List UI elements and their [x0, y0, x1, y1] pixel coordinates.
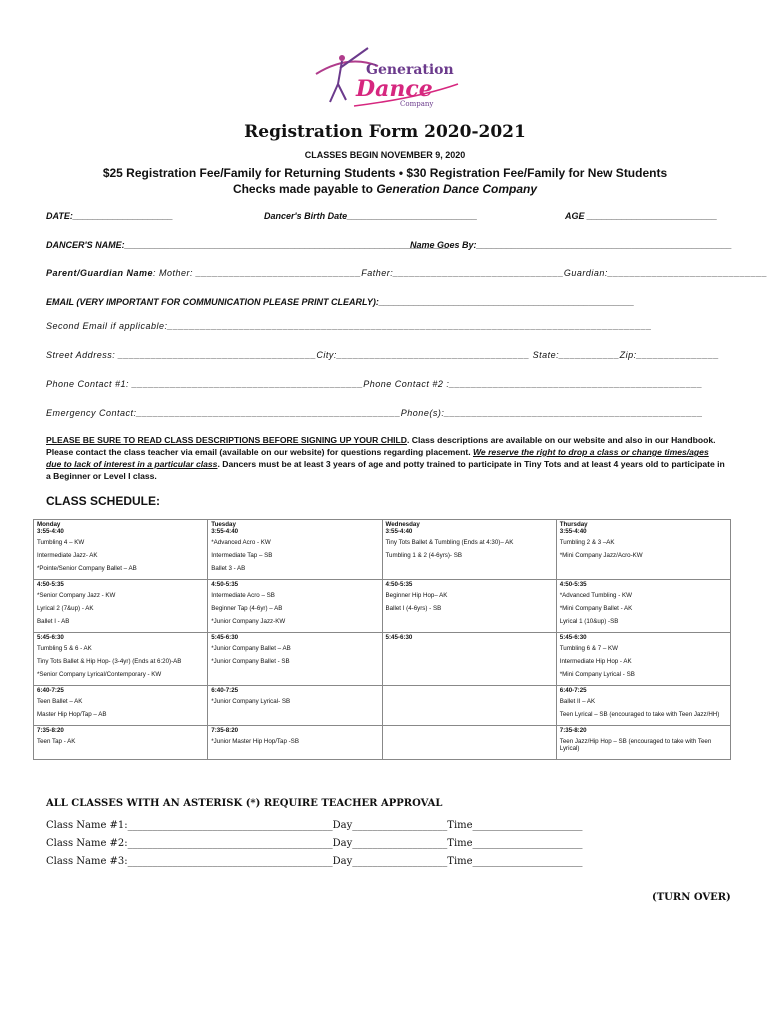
- schedule-class: Intermediate Hip Hop - AK: [559, 658, 632, 665]
- schedule-class: Teen Ballet – AK: [37, 698, 83, 705]
- class-name-2-field[interactable]: Class Name #2:_________________________________________Day___________________Time______________________: [46, 838, 583, 849]
- dancer-logo-icon: [308, 44, 466, 108]
- schedule-class: Tumbling 1 & 2 (4-6yrs)- SB: [385, 552, 462, 559]
- schedule-row: [34, 726, 731, 760]
- schedule-day: Thursday: [559, 521, 588, 528]
- svg-text:Company: Company: [400, 100, 434, 108]
- asterisk-note: ALL CLASSES WITH AN ASTERISK (*) REQUIRE TEACHER APPROVAL: [46, 798, 443, 809]
- schedule-cell: [208, 520, 382, 580]
- schedule-cell: [382, 520, 556, 580]
- notice-read-descriptions: PLEASE BE SURE TO READ CLASS DESCRIPTIONS BEFORE SIGNING UP YOUR CHILD: [46, 435, 407, 445]
- schedule-class: Teen Jazz/Hip Hop – SB (encouraged to take with Teen Lyrical): [559, 738, 712, 752]
- birth-date-field[interactable]: Dancer's Birth Date__________________________: [264, 211, 478, 221]
- schedule-cell: [208, 633, 382, 686]
- schedule-row: [34, 580, 731, 633]
- schedule-cell: [208, 726, 382, 760]
- date-field[interactable]: DATE:____________________: [46, 211, 173, 221]
- schedule-time: 7:35-8:20: [37, 727, 64, 734]
- schedule-cell: [382, 580, 556, 633]
- checks-company: Generation Dance Company: [376, 182, 538, 196]
- schedule-class: *Mini Company Ballet - AK: [559, 605, 633, 612]
- class-name-1-field[interactable]: Class Name #1:_________________________________________Day___________________Time______________________: [46, 820, 583, 831]
- schedule-class: Tiny Tots Ballet & Hip Hop- (3-4yr) (Ends at 6:20)-AB: [37, 658, 182, 665]
- age-field[interactable]: AGE __________________________: [565, 211, 718, 221]
- parent-guardian-field[interactable]: [46, 268, 768, 278]
- notice-text-1: . Class descriptions are available on our website and also in our Handbook. Please contact the class teacher via email (available on our website) for questions regarding placement.: [46, 435, 716, 457]
- schedule-class: *Advanced Tumbling - KW: [559, 592, 632, 599]
- schedule-time: 5:45-6:30: [211, 634, 239, 641]
- dancer-name-field[interactable]: DANCER'S NAME:_________________________________________________________________: [46, 240, 450, 250]
- schedule-class: Ballet I - AB: [37, 618, 70, 625]
- schedule-class: Beginner Hip Hop– AK: [385, 592, 448, 599]
- schedule-class: Beginner Tap (4-6yr) – AB: [211, 605, 283, 612]
- notice-text-2: . Dancers must be at least 3 years of age and potty trained to participate in Tiny Tots and at least 4 years old to participate in a Beginner or Level I class.: [46, 459, 725, 481]
- schedule-time: 7:35-8:20: [211, 727, 239, 734]
- schedule-class: Ballet II – AK: [559, 698, 596, 705]
- schedule-cell: [556, 726, 730, 760]
- schedule-cell: [382, 686, 556, 726]
- schedule-time: 6:40-7:25: [559, 687, 587, 694]
- schedule-cell: [34, 580, 208, 633]
- schedule-time: 7:35-8:20: [559, 727, 587, 734]
- schedule-time: 3:55-4:40: [385, 528, 413, 535]
- schedule-class: *Junior Company Jazz-KW: [211, 618, 286, 625]
- schedule-class: Master Hip Hop/Tap – AB: [37, 711, 107, 718]
- name-goes-by-field[interactable]: Name Goes By:___________________________________________________: [410, 240, 732, 250]
- parent-label: Parent/Guardian Name: [46, 268, 154, 278]
- parent-blanks: : Mother: ______________________________Father:_______________________________Guardian:_____________________________: [153, 268, 768, 278]
- class-notice: [46, 434, 726, 482]
- notice-reserve-right: We reserve the right to drop a class or change times/ages due to lack of interest in a particular class: [46, 447, 709, 469]
- class-schedule-table: [33, 519, 731, 760]
- email-field[interactable]: EMAIL (VERY IMPORTANT FOR COMMUNICATION PLEASE PRINT CLEARLY):___________________________________________________: [46, 297, 635, 307]
- form-title: Registration Form 2020-2021: [244, 122, 526, 142]
- schedule-time: 6:40-7:25: [211, 687, 239, 694]
- schedule-time: 3:55-4:40: [211, 528, 239, 535]
- classes-begin: CLASSES BEGIN NOVEMBER 9, 2020: [304, 150, 466, 160]
- schedule-time: 6:40-7:25: [37, 687, 64, 694]
- schedule-cell: [556, 686, 730, 726]
- schedule-class: *Mini Company Lyrical - SB: [559, 671, 635, 678]
- schedule-class: *Senior Company Jazz - KW: [37, 592, 116, 599]
- schedule-time: 4:50-5:35: [211, 581, 239, 588]
- schedule-cell: [208, 686, 382, 726]
- schedule-day: Tuesday: [211, 521, 236, 528]
- schedule-class: Teen Lyrical – SB (encouraged to take with Teen Jazz/HH): [559, 711, 720, 718]
- schedule-class: *Junior Master Hip Hop/Tap -SB: [211, 738, 299, 745]
- schedule-class: *Junior Company Ballet – AB: [211, 645, 291, 652]
- checks-prefix: Checks made payable to: [232, 182, 377, 196]
- schedule-time: 4:50-5:35: [385, 581, 413, 588]
- company-logo: [308, 44, 466, 108]
- schedule-row: [34, 520, 731, 580]
- schedule-cell: [34, 633, 208, 686]
- schedule-cell: [556, 633, 730, 686]
- schedule-class: Tumbling 5 & 6 - AK: [37, 645, 92, 652]
- schedule-cell: [34, 520, 208, 580]
- schedule-time: 3:55-4:40: [559, 528, 587, 535]
- phone-contact-field[interactable]: Phone Contact #1: __________________________________________Phone Contact #2 :______________________________________________: [46, 379, 703, 389]
- schedule-class: *Junior Company Lyrical- SB: [211, 698, 291, 705]
- schedule-class: Lyrical 2 (7&up) - AK: [37, 605, 94, 612]
- svg-text:Dance: Dance: [356, 76, 433, 102]
- schedule-cell: [34, 686, 208, 726]
- svg-text:Generation: Generation: [366, 62, 454, 78]
- schedule-class: *Pointe/Senior Company Ballet – AB: [37, 565, 137, 572]
- checks-payable: [0, 182, 770, 196]
- schedule-class: *Advanced Acro - KW: [211, 539, 271, 546]
- schedule-class: Tumbling 4 – KW: [37, 539, 85, 546]
- schedule-row: [34, 633, 731, 686]
- schedule-time: 5:45-6:30: [559, 634, 587, 641]
- schedule-time: 3:55-4:40: [37, 528, 64, 535]
- schedule-cell: [208, 580, 382, 633]
- schedule-cell: [34, 726, 208, 760]
- schedule-class: *Senior Company Lyrical/Contemporary - KW: [37, 671, 162, 678]
- class-name-3-field[interactable]: Class Name #3:_________________________________________Day___________________Time______________________: [46, 856, 583, 867]
- turn-over-note: (TURN OVER): [652, 892, 731, 903]
- schedule-class: *Junior Company Ballet - SB: [211, 658, 290, 665]
- second-email-field[interactable]: Second Email if applicable:________________________________________________________________________________________: [46, 321, 653, 331]
- schedule-class: Tiny Tots Ballet & Tumbling (Ends at 4:30)– AK: [385, 539, 514, 546]
- schedule-class: Intermediate Jazz- AK: [37, 552, 98, 559]
- schedule-day: Wednesday: [385, 521, 420, 528]
- schedule-cell: [556, 520, 730, 580]
- schedule-class: Lyrical 1 (10&up) -SB: [559, 618, 619, 625]
- schedule-day: Monday: [37, 521, 61, 528]
- schedule-cell: [382, 633, 556, 686]
- schedule-row: [34, 686, 731, 726]
- class-schedule-heading: CLASS SCHEDULE:: [46, 494, 161, 508]
- schedule-time: 4:50-5:35: [559, 581, 587, 588]
- schedule-class: Tumbling 2 & 3 –AK: [559, 539, 615, 546]
- schedule-class: Teen Tap - AK: [37, 738, 76, 745]
- schedule-class: Intermediate Acro – SB: [211, 592, 275, 599]
- registration-fees: $25 Registration Fee/Family for Returning Students • $30 Registration Fee/Family for New Students: [102, 166, 668, 180]
- emergency-contact-field[interactable]: Emergency Contact:________________________________________________Phone(s):_______________________________________________: [46, 408, 704, 418]
- street-address-field[interactable]: Street Address: ____________________________________City:___________________________________ State:___________Zip:_______________: [46, 350, 720, 360]
- schedule-class: Tumbling 6 & 7 – KW: [559, 645, 618, 652]
- schedule-cell: [556, 580, 730, 633]
- schedule-cell: [382, 726, 556, 760]
- schedule-time: 5:45-6:30: [37, 634, 64, 641]
- schedule-time: 4:50-5:35: [37, 581, 64, 588]
- schedule-class: *Mini Company Jazz/Acro-KW: [559, 552, 643, 559]
- schedule-time: 5:45-6:30: [385, 634, 413, 641]
- schedule-class: Ballet I (4-6yrs) - SB: [385, 605, 442, 612]
- schedule-class: Intermediate Tap – SB: [211, 552, 273, 559]
- schedule-class: Ballet 3 - AB: [211, 565, 246, 572]
